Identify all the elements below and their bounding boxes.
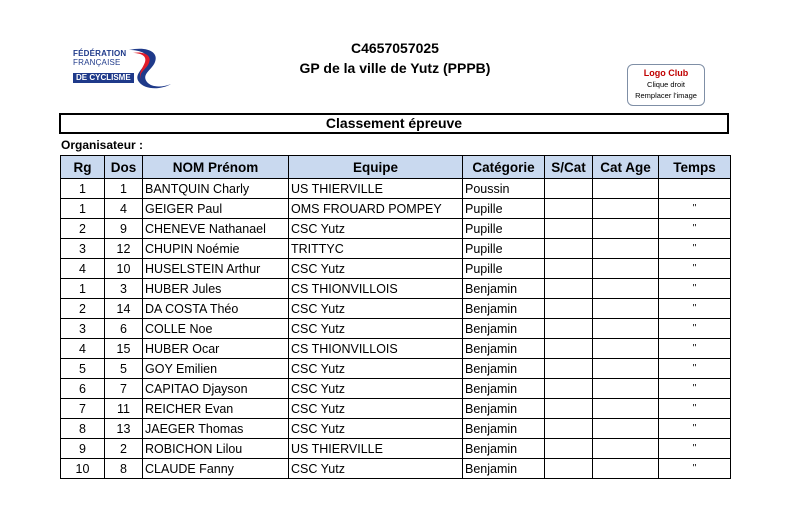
- col-categorie-cell: Pupille: [463, 199, 545, 219]
- col-scat-cell: [545, 419, 593, 439]
- col-equipe-header: Equipe: [289, 156, 463, 179]
- logo-club-hint1: Clique droit: [647, 80, 685, 89]
- col-temps-cell: ": [659, 379, 731, 399]
- col-scat-cell: [545, 179, 593, 199]
- col-equipe-cell: CSC Yutz: [289, 359, 463, 379]
- col-temps-cell: ": [659, 299, 731, 319]
- col-scat-cell: [545, 459, 593, 479]
- col-rg-cell: 8: [61, 419, 105, 439]
- col-categorie-cell: Benjamin: [463, 339, 545, 359]
- col-temps-cell: ": [659, 319, 731, 339]
- col-categorie-cell: Pupille: [463, 219, 545, 239]
- col-temps-cell: [659, 179, 731, 199]
- col-temps-cell: ": [659, 439, 731, 459]
- col-nom-cell: GOY Emilien: [143, 359, 289, 379]
- col-nom-cell: REICHER Evan: [143, 399, 289, 419]
- col-dos-cell: 7: [105, 379, 143, 399]
- col-dos-cell: 5: [105, 359, 143, 379]
- col-scat-cell: [545, 239, 593, 259]
- col-catage-cell: [593, 459, 659, 479]
- table-row: [61, 399, 731, 419]
- col-scat-cell: [545, 299, 593, 319]
- col-dos-cell: 14: [105, 299, 143, 319]
- col-catage-cell: [593, 319, 659, 339]
- col-categorie-cell: Benjamin: [463, 419, 545, 439]
- col-nom-cell: JAEGER Thomas: [143, 419, 289, 439]
- col-categorie-cell: Benjamin: [463, 379, 545, 399]
- results-table: [60, 155, 731, 479]
- col-temps-header: Temps: [659, 156, 731, 179]
- table-row: [61, 319, 731, 339]
- col-nom-cell: HUSELSTEIN Arthur: [143, 259, 289, 279]
- col-temps-cell: ": [659, 199, 731, 219]
- ffc-logo-line1: FÉDÉRATION: [73, 49, 127, 58]
- col-temps-cell: ": [659, 419, 731, 439]
- col-categorie-cell: Poussin: [463, 179, 545, 199]
- col-catage-cell: [593, 279, 659, 299]
- ffc-logo: [73, 46, 173, 90]
- col-temps-cell: ": [659, 259, 731, 279]
- col-rg-cell: 5: [61, 359, 105, 379]
- table-row: [61, 259, 731, 279]
- col-dos-cell: 1: [105, 179, 143, 199]
- col-nom-header: NOM Prénom: [143, 156, 289, 179]
- col-temps-cell: ": [659, 459, 731, 479]
- col-categorie-cell: Benjamin: [463, 459, 545, 479]
- logo-club-placeholder[interactable]: [627, 64, 705, 106]
- col-rg-cell: 10: [61, 459, 105, 479]
- col-dos-header: Dos: [105, 156, 143, 179]
- table-row: [61, 239, 731, 259]
- col-scat-cell: [545, 199, 593, 219]
- col-dos-cell: 11: [105, 399, 143, 419]
- col-nom-cell: ROBICHON Lilou: [143, 439, 289, 459]
- col-equipe-cell: US THIERVILLE: [289, 439, 463, 459]
- logo-club-title: Logo Club: [643, 68, 689, 78]
- col-dos-cell: 15: [105, 339, 143, 359]
- table-row: [61, 339, 731, 359]
- col-nom-cell: HUBER Jules: [143, 279, 289, 299]
- col-equipe-cell: CSC Yutz: [289, 219, 463, 239]
- col-equipe-cell: CSC Yutz: [289, 259, 463, 279]
- col-equipe-cell: CSC Yutz: [289, 319, 463, 339]
- col-rg-cell: 2: [61, 219, 105, 239]
- table-row: [61, 359, 731, 379]
- col-dos-cell: 13: [105, 419, 143, 439]
- col-temps-cell: ": [659, 219, 731, 239]
- col-categorie-cell: Benjamin: [463, 439, 545, 459]
- col-equipe-cell: US THIERVILLE: [289, 179, 463, 199]
- col-catage-cell: [593, 419, 659, 439]
- col-scat-cell: [545, 279, 593, 299]
- logo-club-hint2: Remplacer l'image: [635, 91, 697, 100]
- ffc-swoosh-icon: [125, 46, 173, 90]
- race-title: GP de la ville de Yutz (PPPB): [299, 60, 491, 76]
- col-nom-cell: DA COSTA Théo: [143, 299, 289, 319]
- table-row: [61, 439, 731, 459]
- col-nom-cell: CHUPIN Noémie: [143, 239, 289, 259]
- col-catage-cell: [593, 439, 659, 459]
- col-scat-cell: [545, 259, 593, 279]
- organisateur-label: Organisateur :: [61, 138, 144, 152]
- col-nom-cell: CLAUDE Fanny: [143, 459, 289, 479]
- ffc-logo-line2: FRANÇAISE: [73, 58, 121, 67]
- table-row: [61, 179, 731, 199]
- col-scat-cell: [545, 339, 593, 359]
- col-categorie-cell: Pupille: [463, 239, 545, 259]
- col-equipe-cell: OMS FROUARD POMPEY: [289, 199, 463, 219]
- col-equipe-cell: CSC Yutz: [289, 419, 463, 439]
- col-rg-cell: 2: [61, 299, 105, 319]
- col-catage-cell: [593, 259, 659, 279]
- race-code: C4657057025: [351, 40, 439, 56]
- col-temps-cell: ": [659, 399, 731, 419]
- col-categorie-cell: Benjamin: [463, 319, 545, 339]
- col-rg-cell: 6: [61, 379, 105, 399]
- col-equipe-cell: TRITTYC: [289, 239, 463, 259]
- col-rg-cell: 1: [61, 279, 105, 299]
- col-nom-cell: COLLE Noe: [143, 319, 289, 339]
- table-row: [61, 199, 731, 219]
- col-catage-header: Cat Age: [593, 156, 659, 179]
- col-rg-cell: 3: [61, 319, 105, 339]
- col-scat-cell: [545, 399, 593, 419]
- col-equipe-cell: CSC Yutz: [289, 459, 463, 479]
- col-nom-cell: HUBER Ocar: [143, 339, 289, 359]
- col-temps-cell: ": [659, 279, 731, 299]
- col-rg-cell: 4: [61, 259, 105, 279]
- col-dos-cell: 4: [105, 199, 143, 219]
- col-dos-cell: 9: [105, 219, 143, 239]
- col-dos-cell: 3: [105, 279, 143, 299]
- section-title: Classement épreuve: [59, 113, 729, 134]
- col-rg-cell: 7: [61, 399, 105, 419]
- col-categorie-cell: Benjamin: [463, 359, 545, 379]
- col-scat-cell: [545, 379, 593, 399]
- col-equipe-cell: CS THIONVILLOIS: [289, 339, 463, 359]
- col-rg-cell: 9: [61, 439, 105, 459]
- col-catage-cell: [593, 239, 659, 259]
- col-equipe-cell: CSC Yutz: [289, 299, 463, 319]
- table-row: [61, 279, 731, 299]
- table-row: [61, 379, 731, 399]
- col-dos-cell: 12: [105, 239, 143, 259]
- col-categorie-cell: Benjamin: [463, 399, 545, 419]
- col-catage-cell: [593, 399, 659, 419]
- col-rg-cell: 4: [61, 339, 105, 359]
- col-categorie-header: Catégorie: [463, 156, 545, 179]
- col-categorie-cell: Pupille: [463, 259, 545, 279]
- col-equipe-cell: CSC Yutz: [289, 379, 463, 399]
- col-catage-cell: [593, 179, 659, 199]
- col-catage-cell: [593, 359, 659, 379]
- col-catage-cell: [593, 379, 659, 399]
- col-categorie-cell: Benjamin: [463, 279, 545, 299]
- col-temps-cell: ": [659, 239, 731, 259]
- col-catage-cell: [593, 339, 659, 359]
- col-catage-cell: [593, 219, 659, 239]
- col-equipe-cell: CS THIONVILLOIS: [289, 279, 463, 299]
- col-categorie-cell: Benjamin: [463, 299, 545, 319]
- col-catage-cell: [593, 299, 659, 319]
- col-scat-cell: [545, 219, 593, 239]
- col-dos-cell: 8: [105, 459, 143, 479]
- col-rg-header: Rg: [61, 156, 105, 179]
- col-temps-cell: ": [659, 339, 731, 359]
- table-row: [61, 419, 731, 439]
- col-dos-cell: 10: [105, 259, 143, 279]
- ffc-logo-line3: DE CYCLISME: [73, 73, 134, 83]
- col-scat-cell: [545, 319, 593, 339]
- col-nom-cell: GEIGER Paul: [143, 199, 289, 219]
- table-row: [61, 299, 731, 319]
- col-nom-cell: CAPITAO Djayson: [143, 379, 289, 399]
- col-scat-header: S/Cat: [545, 156, 593, 179]
- table-header-row: [61, 156, 731, 179]
- col-rg-cell: 1: [61, 199, 105, 219]
- col-dos-cell: 6: [105, 319, 143, 339]
- col-catage-cell: [593, 199, 659, 219]
- col-scat-cell: [545, 439, 593, 459]
- col-dos-cell: 2: [105, 439, 143, 459]
- col-rg-cell: 1: [61, 179, 105, 199]
- table-row: [61, 459, 731, 479]
- col-rg-cell: 3: [61, 239, 105, 259]
- table-row: [61, 219, 731, 239]
- col-nom-cell: BANTQUIN Charly: [143, 179, 289, 199]
- col-scat-cell: [545, 359, 593, 379]
- col-nom-cell: CHENEVE Nathanael: [143, 219, 289, 239]
- col-equipe-cell: CSC Yutz: [289, 399, 463, 419]
- col-temps-cell: ": [659, 359, 731, 379]
